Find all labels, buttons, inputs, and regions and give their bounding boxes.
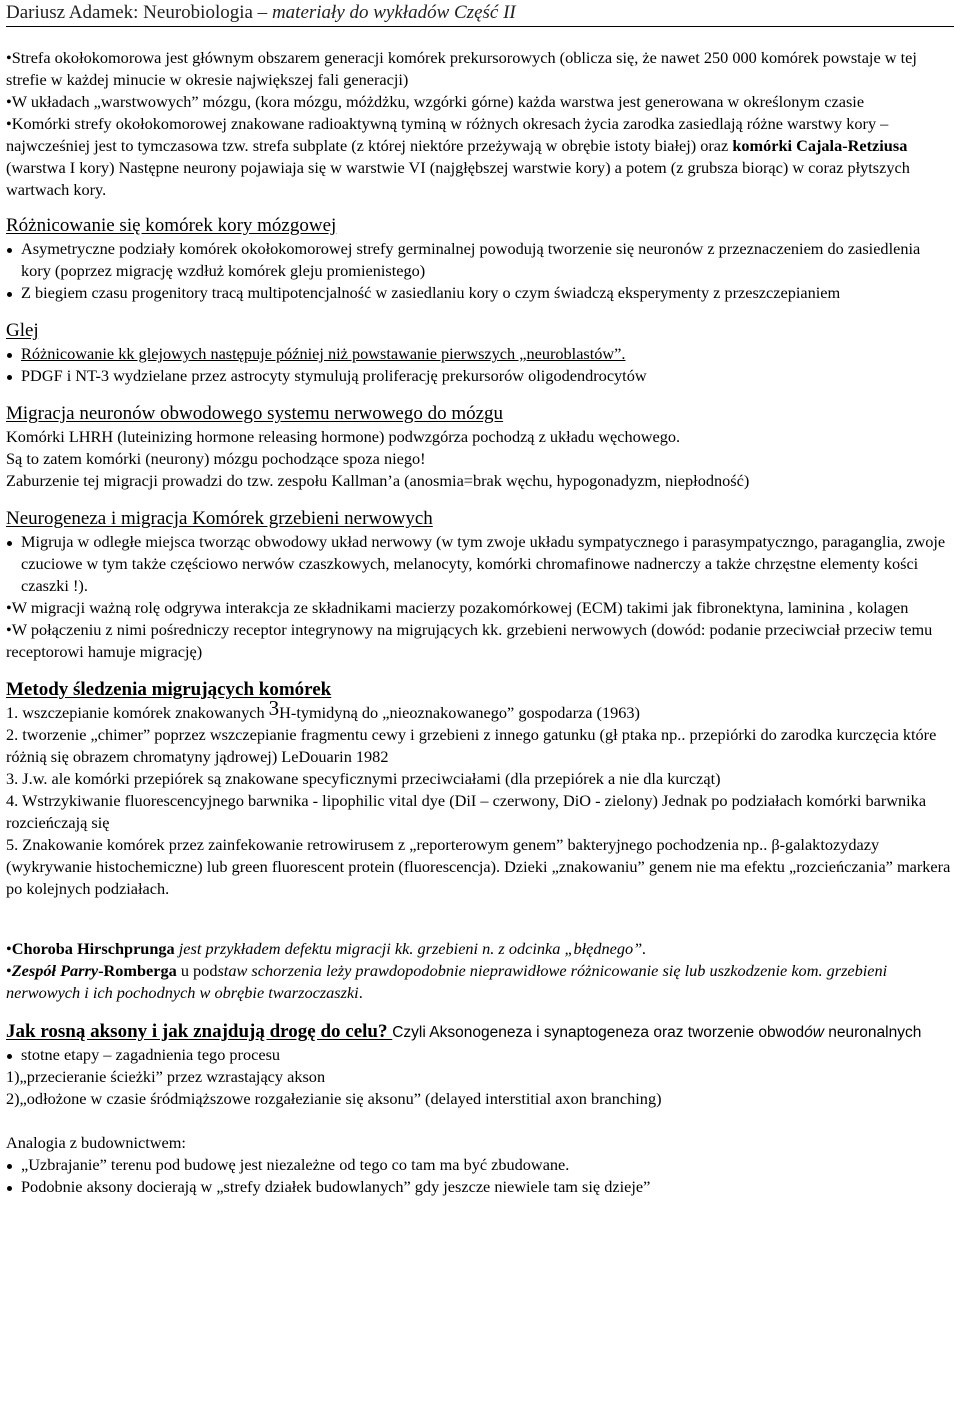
intro-section — [6, 47, 954, 201]
axons-title-suffix-b: neuronalnych — [823, 1024, 922, 1041]
migration-line-3: Zaburzenie tej migracji prowadzi do tzw. zespołu Kallman’a (anosmia=brak węchu, hypogonadyzm, niepłodność) — [6, 471, 750, 490]
section-axons-list — [6, 1044, 954, 1066]
method-1-text-b: H-tymidyną do „nieoznakowanego” gospodarza (1963) — [279, 703, 640, 722]
intro-paragraph-3 — [6, 113, 954, 201]
bullet: • — [6, 961, 12, 980]
section-crest-title: Neurogeneza i migracja Komórek grzebieni nerwowych — [6, 508, 433, 529]
section-cortex-list — [6, 238, 954, 304]
axons-title-suffix-a: Czyli Aksonogeneza i synaptogeneza oraz tworzenie obwod — [392, 1024, 805, 1041]
intro-p3-text-b: (warstwa I kory) Następne neurony pojawiaja się w warstwie VI (najgłębszej warstwie kory) a potem (z grubsza biorąc) w coraz płytszych wartwach kory. — [6, 158, 910, 199]
method-3: 3. J.w. ale komórki przepiórek są znakowane specyficznymi przeciwciałami (dla przepiórek a nie dla kurcząt) — [6, 769, 721, 788]
analogy-list — [6, 1154, 954, 1198]
section-crest-list — [6, 531, 954, 597]
section-glia-title: Glej — [6, 320, 39, 341]
method-4: 4. Wstrzykiwanie fluorescencyjnego barwnika - lipophilic vital dye (DiI – czerwony, DiO - zielony) Jednak po podziałach komórki barwnika rozcieńczają się — [6, 791, 927, 832]
section-axons-title: Jak rosną aksony i jak znajdują drogę do celu? — [6, 1021, 393, 1042]
analogy-title: Analogia z budownictwem: — [6, 1133, 186, 1152]
list-item: Migruja w odległe miejsca tworząc obwodowy układ nerwowy (w tym zwoje układu sympatycznego i parasympatyczngo, paraganglia, zwoje czuciowe w tym także częściowo nerwów czaszkowych, melanocyty, komórki chromafinowe nadnerczy a także chrzęstne elementy kości czaszki !). — [6, 531, 954, 597]
parry-text-italic: staw schorzenia leży prawdopodobnie nieprawidłowe różnicowanie się lub uszkodzenie kom. grzebieni nerwowych i ich pochodnych w obrębie twarzoczaszki — [6, 961, 888, 1002]
section-axons — [6, 1020, 954, 1110]
method-1-text-a: 1. wszczepianie komórek znakowanych — [6, 703, 269, 722]
migration-line-1: Komórki LHRH (luteinizing hormone releasing hormone) podwzgórza pochodzą z układu węchowego. — [6, 427, 681, 446]
section-migration — [6, 402, 954, 492]
list-item: Asymetryczne podziały komórek okołokomorowej strefy germinalnej powodują tworzenie się neuronów z przeznaczeniem do zasiedlenia kory (poprzez migrację wzdłuż komórek gleju promienistego) — [6, 238, 954, 282]
section-cortex-title: Różnicowanie się komórek kory mózgowej — [6, 215, 337, 236]
axon-step-1: 1)„przecieranie ścieżki” przez wzrastający akson — [6, 1067, 326, 1086]
method-5: 5. Znakowanie komórek przez zainfekowanie retrowirusem z „reporterowym genem” bakteryjnego pochodzenia np.. β-galaktozydazy (wykrywanie histochemiczne) lub green fluorescent protein (fluorescencja). Dzieki „znakowaniu” genem nie ma efektu „rozcieńczania” markera po kolejnych podziałach. — [6, 835, 951, 898]
intro-paragraph-1: •Strefa okołokomorowa jest głównym obszarem generacji komórek prekursorowych (oblicza się, że nawet 250 000 komórek powstaje w tej strefie w każdej minucie w okresie największej fali generacji) — [6, 48, 917, 89]
section-neural-crest — [6, 507, 954, 663]
hirschprung-text: jest przykładem defektu migracji kk. grzebieni n. z odcinka „błędnego”. — [174, 939, 647, 958]
disease-hirschprung — [6, 938, 954, 960]
list-item: PDGF i NT-3 wydzielane przez astrocyty stymulują proliferację prekursorów oligodendrocytów — [6, 365, 954, 387]
list-item: „Uzbrajanie” terenu pod budowę jest niezależne od tego co tam ma być zbudowane. — [6, 1154, 954, 1176]
section-glia-list — [6, 343, 954, 387]
intro-paragraph-2: •W układach „warstwowych” mózgu, (kora mózgu, móżdżku, wzgórki górne) każda warstwa jest generowana w określonym czasie — [6, 92, 865, 111]
hirschprung-term: Choroba Hirschprunga — [11, 939, 175, 958]
parry-text-end: . — [358, 983, 363, 1002]
intro-p3-text-a: •Komórki strefy okołokomorowej znakowane radioaktywną tyminą w różnych okresach życia zarodka zasiedlają różne warstwy kory – najwcześniej jest to tymczasowa tzw. strefa subplate (z której niektóre przeżywają w obrębie istoty białej) oraz — [6, 114, 889, 155]
document-header — [6, 0, 954, 27]
parry-text-a: u pod — [176, 961, 218, 980]
header-author-title: Dariusz Adamek: Neurobiologia – — [6, 2, 272, 23]
method-2: 2. tworzenie „chimer” poprzez wszczepianie fragmentu cewy i grzebieni z innego gatunku (gł ptaka np.. przepiórki do zarodka kurczęcia które różnią się obrazem chromatyny jądrowej) LeDouarin 1982 — [6, 725, 937, 766]
section-glia — [6, 319, 954, 387]
section-cortex — [6, 214, 954, 304]
section-methods — [6, 678, 954, 900]
header-subtitle: materiały do wykładów Część II — [271, 2, 516, 23]
disease-parry-romberg — [6, 960, 954, 1004]
migration-line-2: Są to zatem komórki (neurony) mózgu pochodzące spoza niego! — [6, 449, 426, 468]
section-analogy — [6, 1132, 954, 1198]
section-migration-title: Migracja neuronów obwodowego systemu nerwowego do mózgu — [6, 403, 504, 424]
list-item: stotne etapy – zagadnienia tego procesu — [6, 1044, 954, 1066]
axons-title-suffix-italic: ów — [804, 1024, 824, 1041]
method-1 — [6, 696, 954, 724]
list-item: Podobnie aksony docierają w „strefy działek budowlanych” gdy jeszcze niewiele tam się dzieje” — [6, 1176, 954, 1198]
crest-paragraph-1: •W migracji ważną rolę odgrywa interakcja ze składnikami macierzy pozakomórkowej (ECM) takimi jak fibronektyna, laminina , kolagen — [6, 598, 909, 617]
axon-step-2: 2)„odłożone w czasie śródmiąższowe rozgałezianie się aksonu” (delayed interstitial axon branching) — [6, 1089, 662, 1108]
method-1-superscript: 3 — [268, 696, 280, 720]
bullet: • — [6, 939, 12, 958]
list-item: Z biegiem czasu progenitory tracą multipotencjalność w zasiedlaniu kory o czym świadczą eksperymenty z przeszczepianiem — [6, 282, 954, 304]
parry-term: Zespół Parry — [11, 961, 99, 980]
cajal-retzius-term: komórki Cajala-Retziusa — [732, 136, 908, 155]
section-methods-title: Metody śledzenia migrujących komórek — [6, 679, 332, 700]
list-item: Różnicowanie kk glejowych następuje później niż powstawanie pierwszych „neuroblastów”. — [6, 343, 954, 365]
crest-paragraph-2: •W połączeniu z nimi pośredniczy receptor integrynowy na migrujących kk. grzebieni nerwowych (dowód: podanie przeciwciał przeciw temu receptorowi hamuje migrację) — [6, 620, 933, 661]
romberg-term: -Romberga — [98, 961, 177, 980]
section-diseases — [6, 938, 954, 1004]
axons-heading — [6, 1020, 954, 1044]
